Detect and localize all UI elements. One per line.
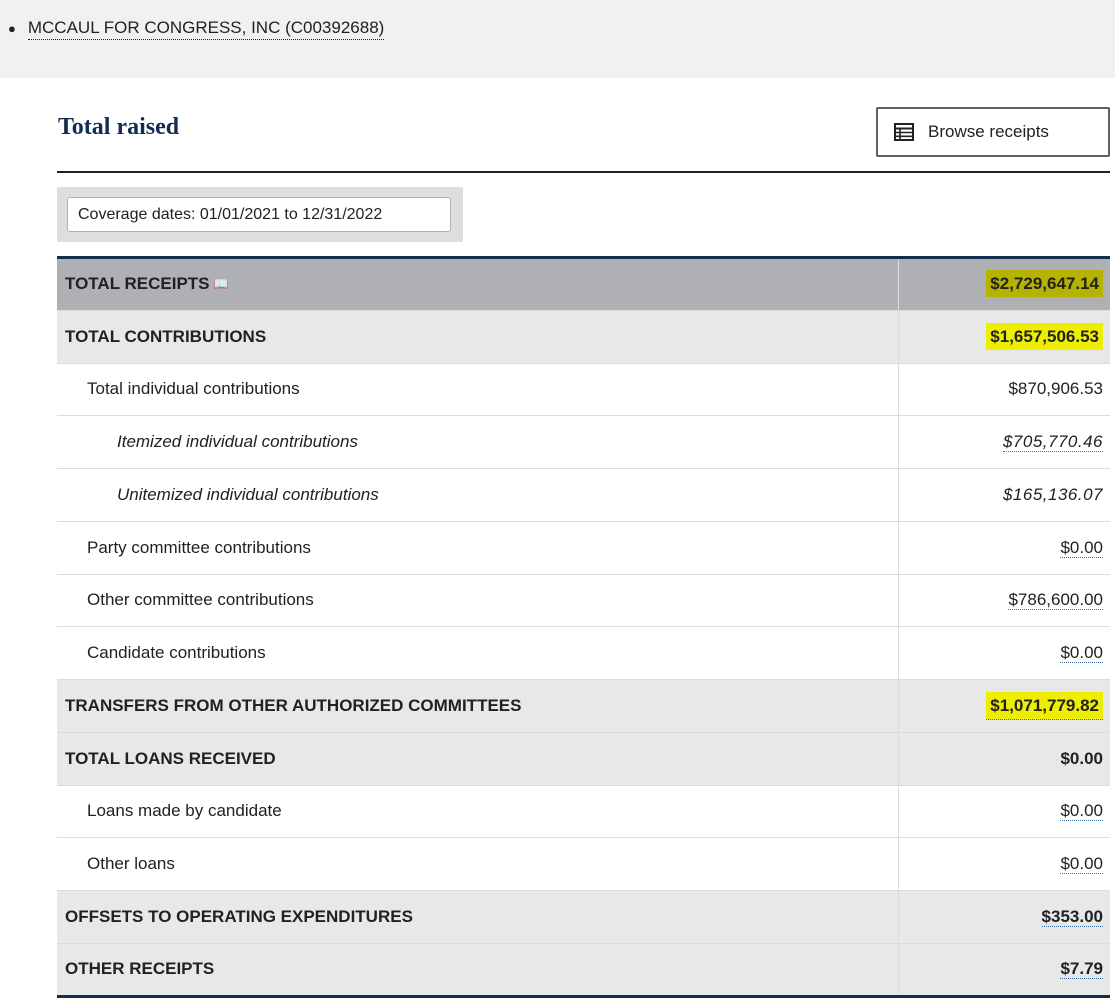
row-label: TOTAL RECEIPTS 📖 bbox=[57, 258, 898, 311]
row-amount: $870,906.53 bbox=[898, 363, 1110, 416]
row-amount bbox=[898, 891, 1110, 944]
table-row-offsets bbox=[57, 891, 1110, 944]
bullet-icon: ● bbox=[8, 21, 16, 36]
row-label: Other committee contributions bbox=[57, 574, 898, 627]
row-label: Total individual contributions bbox=[57, 363, 898, 416]
committee-list-band bbox=[0, 0, 1115, 78]
title-divider bbox=[57, 171, 1110, 173]
table-row-individual-contributions bbox=[57, 363, 1110, 416]
table-row-itemized-contributions bbox=[57, 416, 1110, 469]
row-label: OFFSETS TO OPERATING EXPENDITURES bbox=[57, 891, 898, 944]
row-label: Unitemized individual contributions bbox=[57, 469, 898, 522]
amount-link[interactable]: $0.00 bbox=[1060, 643, 1103, 663]
row-amount bbox=[898, 574, 1110, 627]
row-label: TOTAL CONTRIBUTIONS bbox=[57, 310, 898, 363]
table-row-other-receipts bbox=[57, 943, 1110, 996]
table-row-candidate-loans bbox=[57, 785, 1110, 838]
table-row-other-committee bbox=[57, 574, 1110, 627]
amount-link[interactable]: $353.00 bbox=[1041, 906, 1103, 926]
committee-list-item bbox=[8, 17, 384, 40]
row-label: OTHER RECEIPTS bbox=[57, 943, 898, 996]
coverage-dates-tag: Coverage dates: 01/01/2021 to 12/31/2022 bbox=[67, 197, 451, 232]
browse-receipts-label: Browse receipts bbox=[928, 122, 1049, 141]
row-amount bbox=[898, 943, 1110, 996]
table-row-transfers bbox=[57, 680, 1110, 733]
row-amount bbox=[898, 785, 1110, 838]
row-amount bbox=[898, 838, 1110, 891]
row-amount bbox=[898, 521, 1110, 574]
amount-link[interactable]: $786,600.00 bbox=[1008, 590, 1103, 610]
browse-receipts-button[interactable] bbox=[876, 107, 1110, 157]
row-label: TOTAL LOANS RECEIVED bbox=[57, 732, 898, 785]
amount-link[interactable]: $705,770.46 bbox=[1002, 432, 1103, 452]
committee-link[interactable]: MCCAUL FOR CONGRESS, INC (C00392688) bbox=[28, 17, 384, 40]
amount-link[interactable]: $1,071,779.82 bbox=[986, 692, 1103, 720]
amount-link[interactable]: $0.00 bbox=[1060, 801, 1103, 821]
section-title: Total raised bbox=[58, 114, 180, 140]
row-amount: $2,729,647.14 bbox=[898, 258, 1110, 311]
row-amount: $0.00 bbox=[898, 732, 1110, 785]
row-label: Party committee contributions bbox=[57, 521, 898, 574]
table-row-total-contributions bbox=[57, 310, 1110, 363]
row-amount: $165,136.07 bbox=[898, 469, 1110, 522]
row-amount bbox=[898, 680, 1110, 733]
amount-link[interactable]: $7.79 bbox=[1060, 959, 1103, 979]
table-row-other-loans bbox=[57, 838, 1110, 891]
row-label: Loans made by candidate bbox=[57, 785, 898, 838]
row-label: Itemized individual contributions bbox=[57, 416, 898, 469]
table-row-total-loans bbox=[57, 732, 1110, 785]
row-amount bbox=[898, 416, 1110, 469]
row-amount bbox=[898, 627, 1110, 680]
row-amount: $1,657,506.53 bbox=[898, 310, 1110, 363]
table-row-candidate-contributions bbox=[57, 627, 1110, 680]
row-label: Other loans bbox=[57, 838, 898, 891]
glossary-book-icon[interactable]: 📖 bbox=[213, 277, 229, 292]
table-row-party-committee bbox=[57, 521, 1110, 574]
row-label: Candidate contributions bbox=[57, 627, 898, 680]
table-list-icon bbox=[894, 123, 914, 141]
amount-link[interactable]: $0.00 bbox=[1060, 854, 1103, 874]
receipts-table bbox=[57, 256, 1110, 998]
table-row-total-receipts bbox=[57, 258, 1110, 311]
amount-link[interactable]: $0.00 bbox=[1060, 537, 1103, 557]
row-label: TRANSFERS FROM OTHER AUTHORIZED COMMITTEES bbox=[57, 680, 898, 733]
table-row-unitemized-contributions bbox=[57, 469, 1110, 522]
coverage-container bbox=[57, 187, 463, 242]
